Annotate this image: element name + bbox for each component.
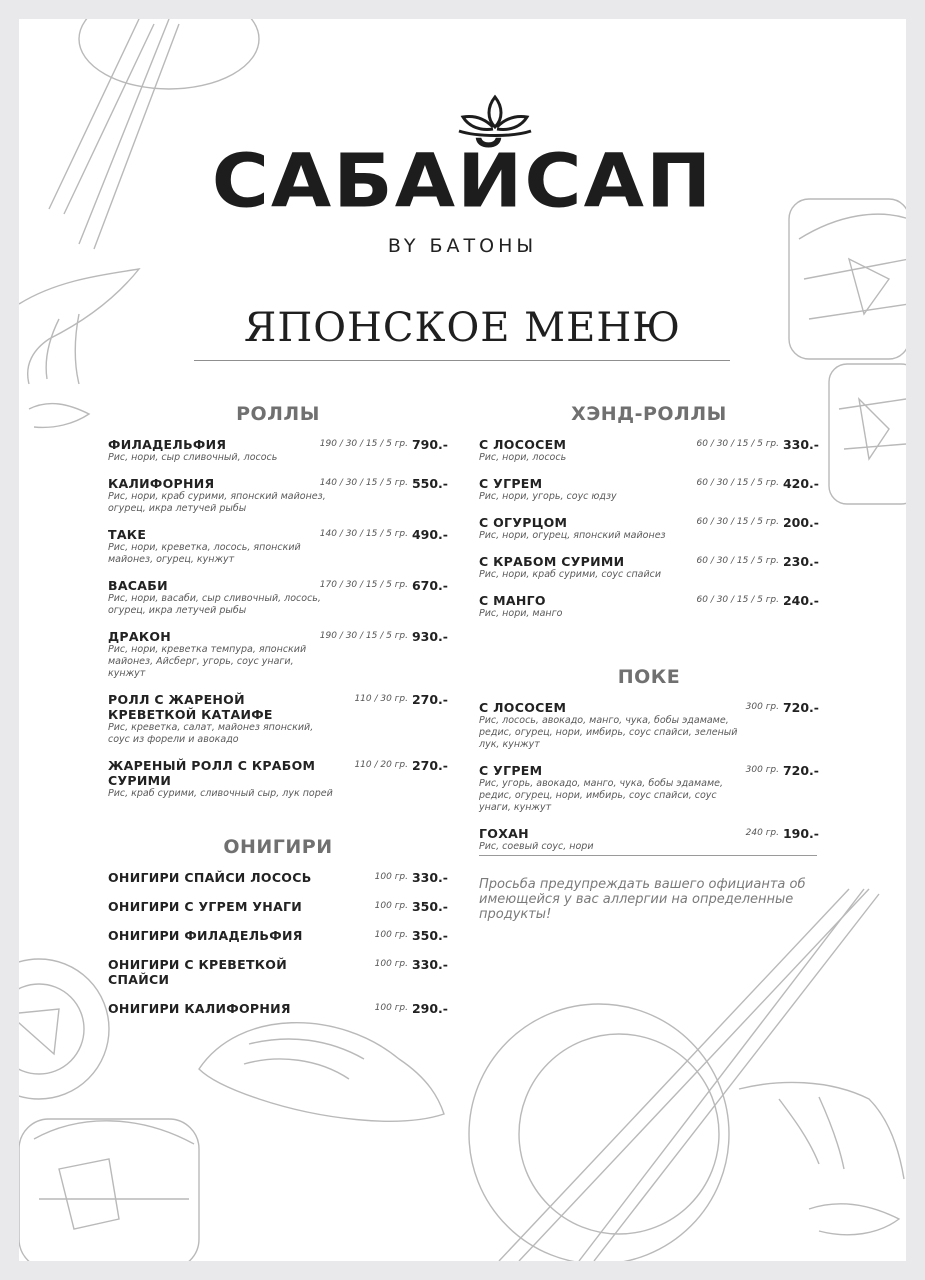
menu-item [108,899,448,914]
item-price: 350.- [411,899,448,914]
item-weight: 300 гр. [745,702,779,712]
item-price: 190.- [782,826,819,841]
menu-item [108,476,448,515]
item-weight: 100 гр. [374,901,408,911]
item-price: 330.- [411,957,448,972]
item-price: 720.- [782,763,819,778]
item-name: ОНИГИРИ С КРЕВЕТКОЙ СПАЙСИ [108,957,287,987]
item-weight: 110 / 20 гр. [354,760,408,770]
item-name: ГОХАН [479,826,529,841]
item-price: 230.- [782,554,819,569]
item-description: Рис, нори, краб сурими, соус спайси [479,569,662,580]
menu-item [479,476,819,503]
item-name: С КРАБОМ СУРИМИ [479,554,625,569]
section-title-onigiri: ОНИГИРИ [223,836,333,858]
item-weight: 100 гр. [374,959,408,969]
menu-item [108,870,448,885]
item-name: ОНИГИРИ ФИЛАДЕЛЬФИЯ [108,928,303,943]
item-weight: 190 / 30 / 15 / 5 гр. [319,439,408,449]
item-name: С ОГУРЦОМ [479,515,568,530]
menu-page [19,19,906,1261]
item-description: Рис, угорь, авокадо, манго, чука, бобы эдамаме, редис, огурец, нори, имбирь, соус спайси, соус унаги, кунжут [479,778,724,813]
item-name: РОЛЛ С ЖАРЕНОЙ КРЕВЕТКОЙ КАТАИФЕ [108,692,273,722]
item-name: ОНИГИРИ СПАЙСИ ЛОСОСЬ [108,870,312,885]
item-name: ДРАКОН [108,629,172,644]
left-column [108,403,448,1030]
notice-divider [479,855,817,856]
item-price: 420.- [782,476,819,491]
menu-item [108,1001,448,1016]
section-title-poke: ПОКЕ [617,666,681,688]
menu-item [108,758,448,800]
item-name: ТАКЕ [108,527,147,542]
item-name: С ЛОСОСЕМ [479,437,567,452]
menu-item [108,437,448,464]
item-price: 790.- [411,437,448,452]
item-price: 670.- [411,578,448,593]
title-divider [194,360,730,361]
item-description: Рис, соевый соус, нори [479,841,594,852]
item-name: КАЛИФОРНИЯ [108,476,215,491]
item-weight: 60 / 30 / 15 / 5 гр. [696,556,779,566]
menu-item [479,826,819,853]
item-name: ВАСАБИ [108,578,168,593]
item-weight: 60 / 30 / 15 / 5 гр. [696,478,779,488]
item-weight: 140 / 30 / 15 / 5 гр. [319,529,408,539]
item-description: Рис, нори, манго [479,608,563,619]
item-price: 330.- [782,437,819,452]
item-description: Рис, краб сурими, сливочный сыр, лук порей [108,788,333,799]
section-title-handrolls: ХЭНД-РОЛЛЫ [571,403,727,425]
menu-item [108,629,448,680]
item-weight: 140 / 30 / 15 / 5 гр. [319,478,408,488]
item-name: ФИЛАДЕЛЬФИЯ [108,437,227,452]
item-weight: 60 / 30 / 15 / 5 гр. [696,595,779,605]
item-description: Рис, лосось, авокадо, манго, чука, бобы эдамаме, редис, огурец, нори, имбирь, соус спайси, зеленый лук, кунжут [479,715,738,750]
item-price: 330.- [411,870,448,885]
item-description: Рис, нори, огурец, японский майонез [479,530,666,541]
item-price: 200.- [782,515,819,530]
item-price: 270.- [411,692,448,707]
item-weight: 100 гр. [374,930,408,940]
menu-item [479,763,819,814]
item-weight: 60 / 30 / 15 / 5 гр. [696,439,779,449]
item-weight: 100 гр. [374,872,408,882]
right-column [479,403,819,865]
item-name: С УГРЕМ [479,476,543,491]
item-weight: 110 / 30 гр. [354,694,408,704]
brand-subtitle: BY БАТОНЫ [387,235,538,257]
item-price: 240.- [782,593,819,608]
item-description: Рис, нори, креветка темпура, японский майонез, Айсберг, угорь, соус унаги, кунжут [108,644,307,679]
item-weight: 240 гр. [745,828,779,838]
item-name: С УГРЕМ [479,763,543,778]
menu-title: ЯПОНСКОЕ МЕНЮ [244,305,681,351]
brand-name: САБАЙСАП [211,139,714,225]
item-price: 490.- [411,527,448,542]
item-name: С ЛОСОСЕМ [479,700,567,715]
item-weight: 300 гр. [745,765,779,775]
menu-item [479,593,819,620]
menu-item [108,527,448,566]
item-price: 270.- [411,758,448,773]
item-description: Рис, нори, креветка, лосось, японский майонез, огурец, кунжут [108,542,301,565]
allergy-notice: Просьба предупреждать вашего официанта об имеющейся у вас аллергии на определенные продукты! [479,877,806,922]
item-description: Рис, креветка, салат, майонез японский, соус из форели и авокадо [108,722,314,745]
item-description: Рис, нори, угорь, соус юдзу [479,491,617,502]
item-weight: 100 гр. [374,1003,408,1013]
menu-item [108,957,448,987]
item-price: 930.- [411,629,448,644]
item-weight: 170 / 30 / 15 / 5 гр. [319,580,408,590]
item-price: 720.- [782,700,819,715]
item-description: Рис, нори, лосось [479,452,567,463]
item-description: Рис, нори, краб сурими, японский майонез, огурец, икра летучей рыбы [108,491,326,514]
menu-item [479,437,819,464]
menu-item [479,554,819,581]
menu-item [108,692,448,746]
item-name: ОНИГИРИ КАЛИФОРНИЯ [108,1001,291,1016]
item-price: 290.- [411,1001,448,1016]
menu-item [479,515,819,542]
item-weight: 60 / 30 / 15 / 5 гр. [696,517,779,527]
item-weight: 190 / 30 / 15 / 5 гр. [319,631,408,641]
brand-block [19,91,906,257]
item-price: 550.- [411,476,448,491]
menu-item [108,928,448,943]
item-description: Рис, нори, васаби, сыр сливочный, лосось, огурец, икра летучей рыбы [108,593,321,616]
menu-item [108,578,448,617]
item-name: ЖАРЕНЫЙ РОЛЛ С КРАБОМ СУРИМИ [108,758,316,788]
item-name: С МАНГО [479,593,546,608]
menu-item [479,700,819,751]
item-name: ОНИГИРИ С УГРЕМ УНАГИ [108,899,303,914]
item-price: 350.- [411,928,448,943]
item-description: Рис, нори, сыр сливочный, лосось [108,452,278,463]
section-title-rolls: РОЛЛЫ [236,403,320,425]
